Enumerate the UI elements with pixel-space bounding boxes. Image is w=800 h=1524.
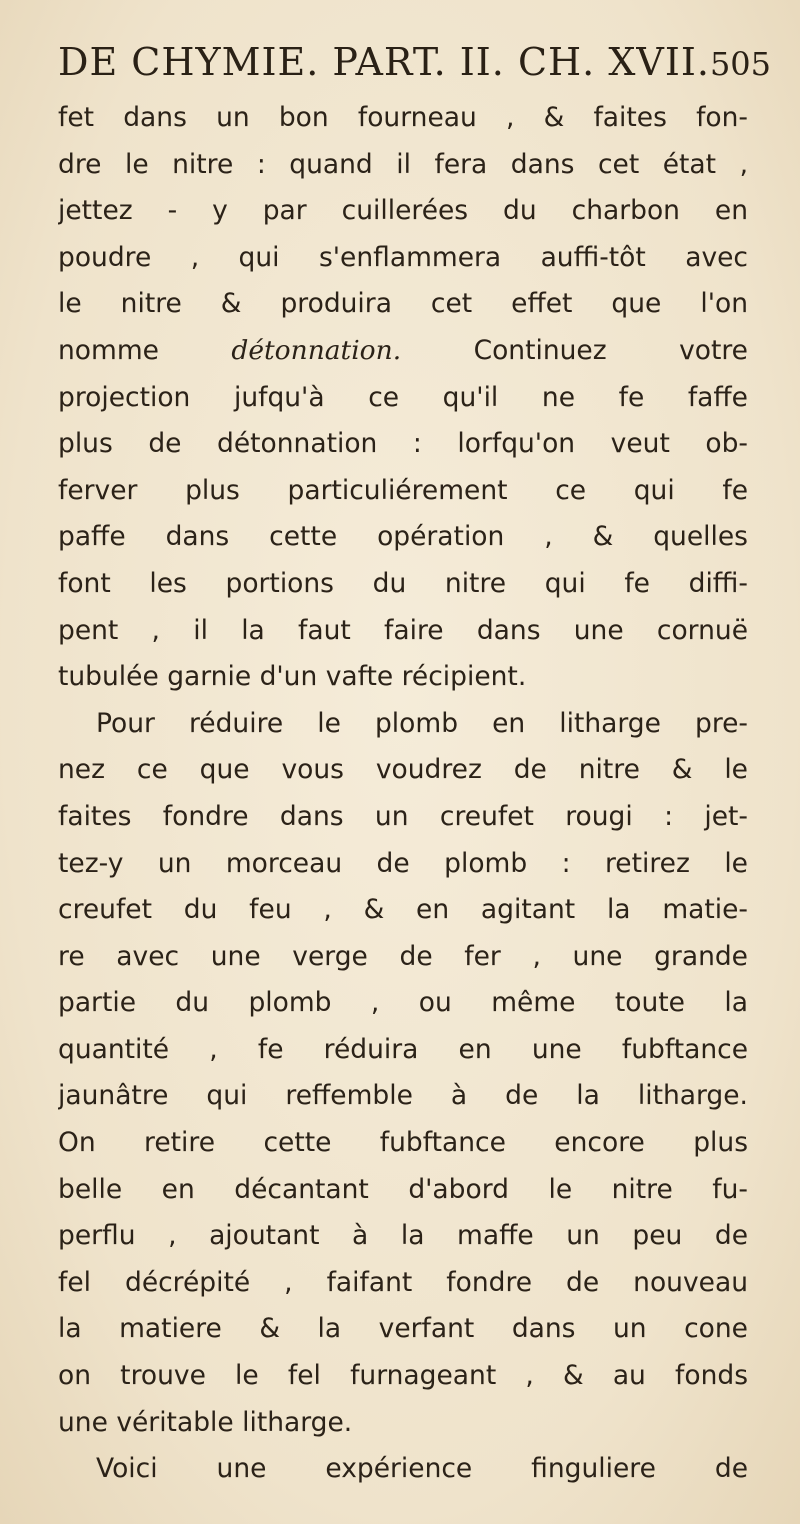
text-line: la matiere & la verfant dans un cone xyxy=(58,1313,748,1345)
text-line: perflu , ajoutant à la maffe un peu de xyxy=(58,1220,748,1252)
text-line: faites fondre dans un creufet rougi : jet- xyxy=(58,800,748,832)
text-line: une véritable litharge. xyxy=(58,1406,353,1438)
text-line: on trouve le fel furnageant , & au fonds xyxy=(58,1360,748,1392)
text-line: tubulée garnie d'un vafte récipient. xyxy=(58,661,527,693)
text-line: le nitre & produira cet effet que l'on xyxy=(58,288,748,320)
text-line: nez ce que vous voudrez de nitre & le xyxy=(58,754,748,786)
text-line: poudre , qui s'enflammera auffi-tôt avec xyxy=(58,241,748,273)
text-line: creufet du feu , & en agitant la matie- xyxy=(58,894,748,926)
text-line: plus de détonnation : lorfqu'on veut ob- xyxy=(58,428,748,460)
text-line: ferver plus particuliérement ce qui fe xyxy=(58,474,748,506)
paragraph-start-line: Voici une expérience finguliere de xyxy=(96,1453,748,1485)
text-line: On retire cette fubftance encore plus xyxy=(58,1127,748,1159)
text-line: re avec une verge de fer , une grande xyxy=(58,940,748,972)
text-line: jaunâtre qui reffemble à de la litharge. xyxy=(58,1080,748,1112)
text-line: partie du plomb , ou même toute la xyxy=(58,987,748,1019)
text-line: fet dans un bon fourneau , & faites fon- xyxy=(58,102,748,133)
text-line: jettez - y par cuillerées du charbon en xyxy=(58,195,748,227)
text-line: quantité , fe réduira en une fubftance xyxy=(58,1033,748,1065)
text-line xyxy=(58,328,748,375)
text-segment: Continuez votre xyxy=(401,334,748,366)
body-text xyxy=(58,95,748,1493)
page-number: 505 xyxy=(709,45,772,83)
paragraph-start-line: Pour réduire le plomb en litharge pre- xyxy=(96,707,748,739)
text-line: font les portions du nitre qui fe diffi- xyxy=(58,567,748,599)
text-line: fel décrépité , faifant fondre de nouveau xyxy=(58,1266,748,1298)
italic-term: détonnation. xyxy=(231,334,402,366)
running-title: DE CHYMIE. PART. II. CH. XVII. xyxy=(58,40,710,84)
text-line: paffe dans cette opération , & quelles xyxy=(58,521,748,553)
text-segment: nomme xyxy=(58,334,232,366)
text-line: belle en décantant d'abord le nitre fu- xyxy=(58,1173,748,1205)
text-line: pent , il la faut faire dans une cornuë xyxy=(58,614,748,646)
text-line: projection jufqu'à ce qu'il ne fe faffe xyxy=(58,381,748,413)
running-head xyxy=(58,40,772,90)
text-line: dre le nitre : quand il fera dans cet état , xyxy=(58,148,748,180)
text-line: tez-y un morceau de plomb : retirez le xyxy=(58,847,748,879)
